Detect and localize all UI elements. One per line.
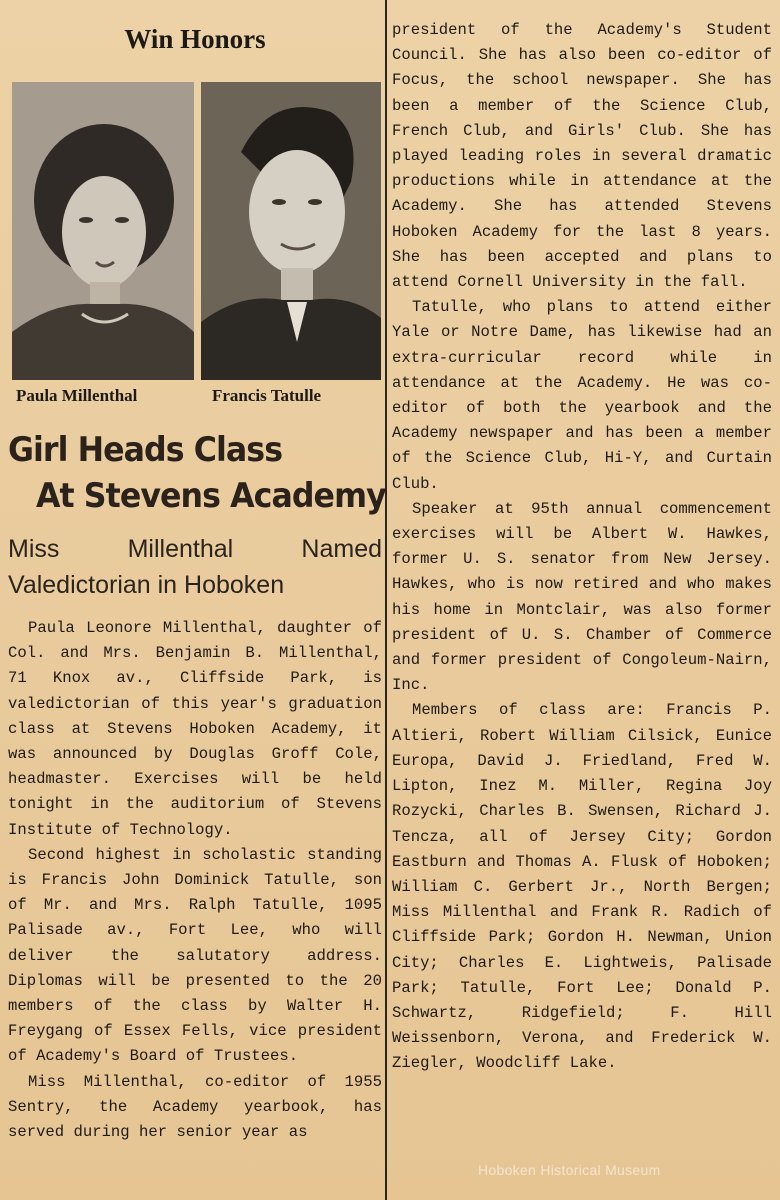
subhead-line-2: Valedictorian in Hoboken [8,571,285,599]
article-body-left [8,616,382,1145]
photo-francis-tatulle [201,82,381,380]
paragraph-6: Members of class are: Francis P. Altieri, Robert William Cilsick, Eunice Europa, David J. Friedland, Fred W. Lipton, Inez M. Miller, Regina Joy Rozycki, Charles B. Swensen, Richard J. Tencza, all of Jersey City; Gordon Eastburn and Thomas A. Flusk of Hoboken; William C. Gerbert Jr., North Bergen; Miss Millenthal and Frank R. Radich of Cliffside Park; Gordon H. Newman, Union City; Charles E. Lightweis, Palisade Park; Tatulle, Fort Lee; Donald P. Schwartz, Ridgefield; F. Hill Weissenborn, Verona, and Frederick W. Ziegler, Woodcliff Lake. [392,701,772,1073]
watermark: Hoboken Historical Museum [478,1162,661,1178]
paragraph-5: Speaker at 95th annual commencement exercises will be Albert W. Hawkes, former U. S. senator from New Jersey. Hawkes, who is now retired and who makes his home in Montclair, was also former president of U. S. Chamber of Commerce and former president of Congoleum-Nairn, Inc. [392,499,772,695]
paragraph-3: Miss Millenthal, co-editor of 1955 Sentry, the Academy yearbook, has served during her senior year as [8,1072,382,1142]
paragraph-1: Paula Leonore Millenthal, daughter of Col. and Mrs. Benjamin B. Millenthal, 71 Knox av., Cliffside Park, is valedictorian of this year's graduation class at Stevens Hoboken Academy, it was announced by Douglas Groff Cole, headmaster. Exercises will be held tonight in the auditorium of Stevens Institute of Technology. [8,619,382,839]
caption-paula: Paula Millenthal [16,386,138,405]
right-column [392,18,772,1077]
column-divider [385,0,387,1200]
left-column [0,0,384,1200]
paragraph-3-continued: president of the Academy's Student Council. She has also been co-editor of Focus, the school newspaper. She has been a member of the Science Club, French Club, and Girls' Club. She has played leading roles in several dramatic productions while in attendance at the Academy. She has attended Stevens Hoboken Academy for the last 8 years. She has been accepted and plans to attend Cornell University in the fall. [392,21,772,292]
photo-paula-millenthal [12,82,194,380]
caption-francis: Francis Tatulle [212,386,322,405]
portrait-woman [12,82,194,380]
paragraph-2: Second highest in scholastic standing is Francis John Dominick Tatulle, son of Mr. and Mrs. Ralph Tatulle, 1095 Palisade av., Fort Lee, who will deliver the salutatory address. Diplomas will be presented to the 20 members of the class by Walter H. Freygang of Essex Fells, vice president of Academy's Board of Trustees. [8,845,382,1066]
headline-line-2: At Stevens Academy [36,476,386,516]
section-title: Win Honors [124,24,266,54]
headline-line-1: Girl Heads Class [8,430,283,470]
portrait-man [201,82,381,380]
subhead-line-1: Miss Millenthal Named [8,535,382,563]
paragraph-4: Tatulle, who plans to attend either Yale or Notre Dame, has likewise had an extra-curricular record while in attendance at the Academy. He was co-editor of both the yearbook and the Academy newspaper and has been a member of the Science Club, Hi-Y, and Curtain Club. [392,298,772,493]
